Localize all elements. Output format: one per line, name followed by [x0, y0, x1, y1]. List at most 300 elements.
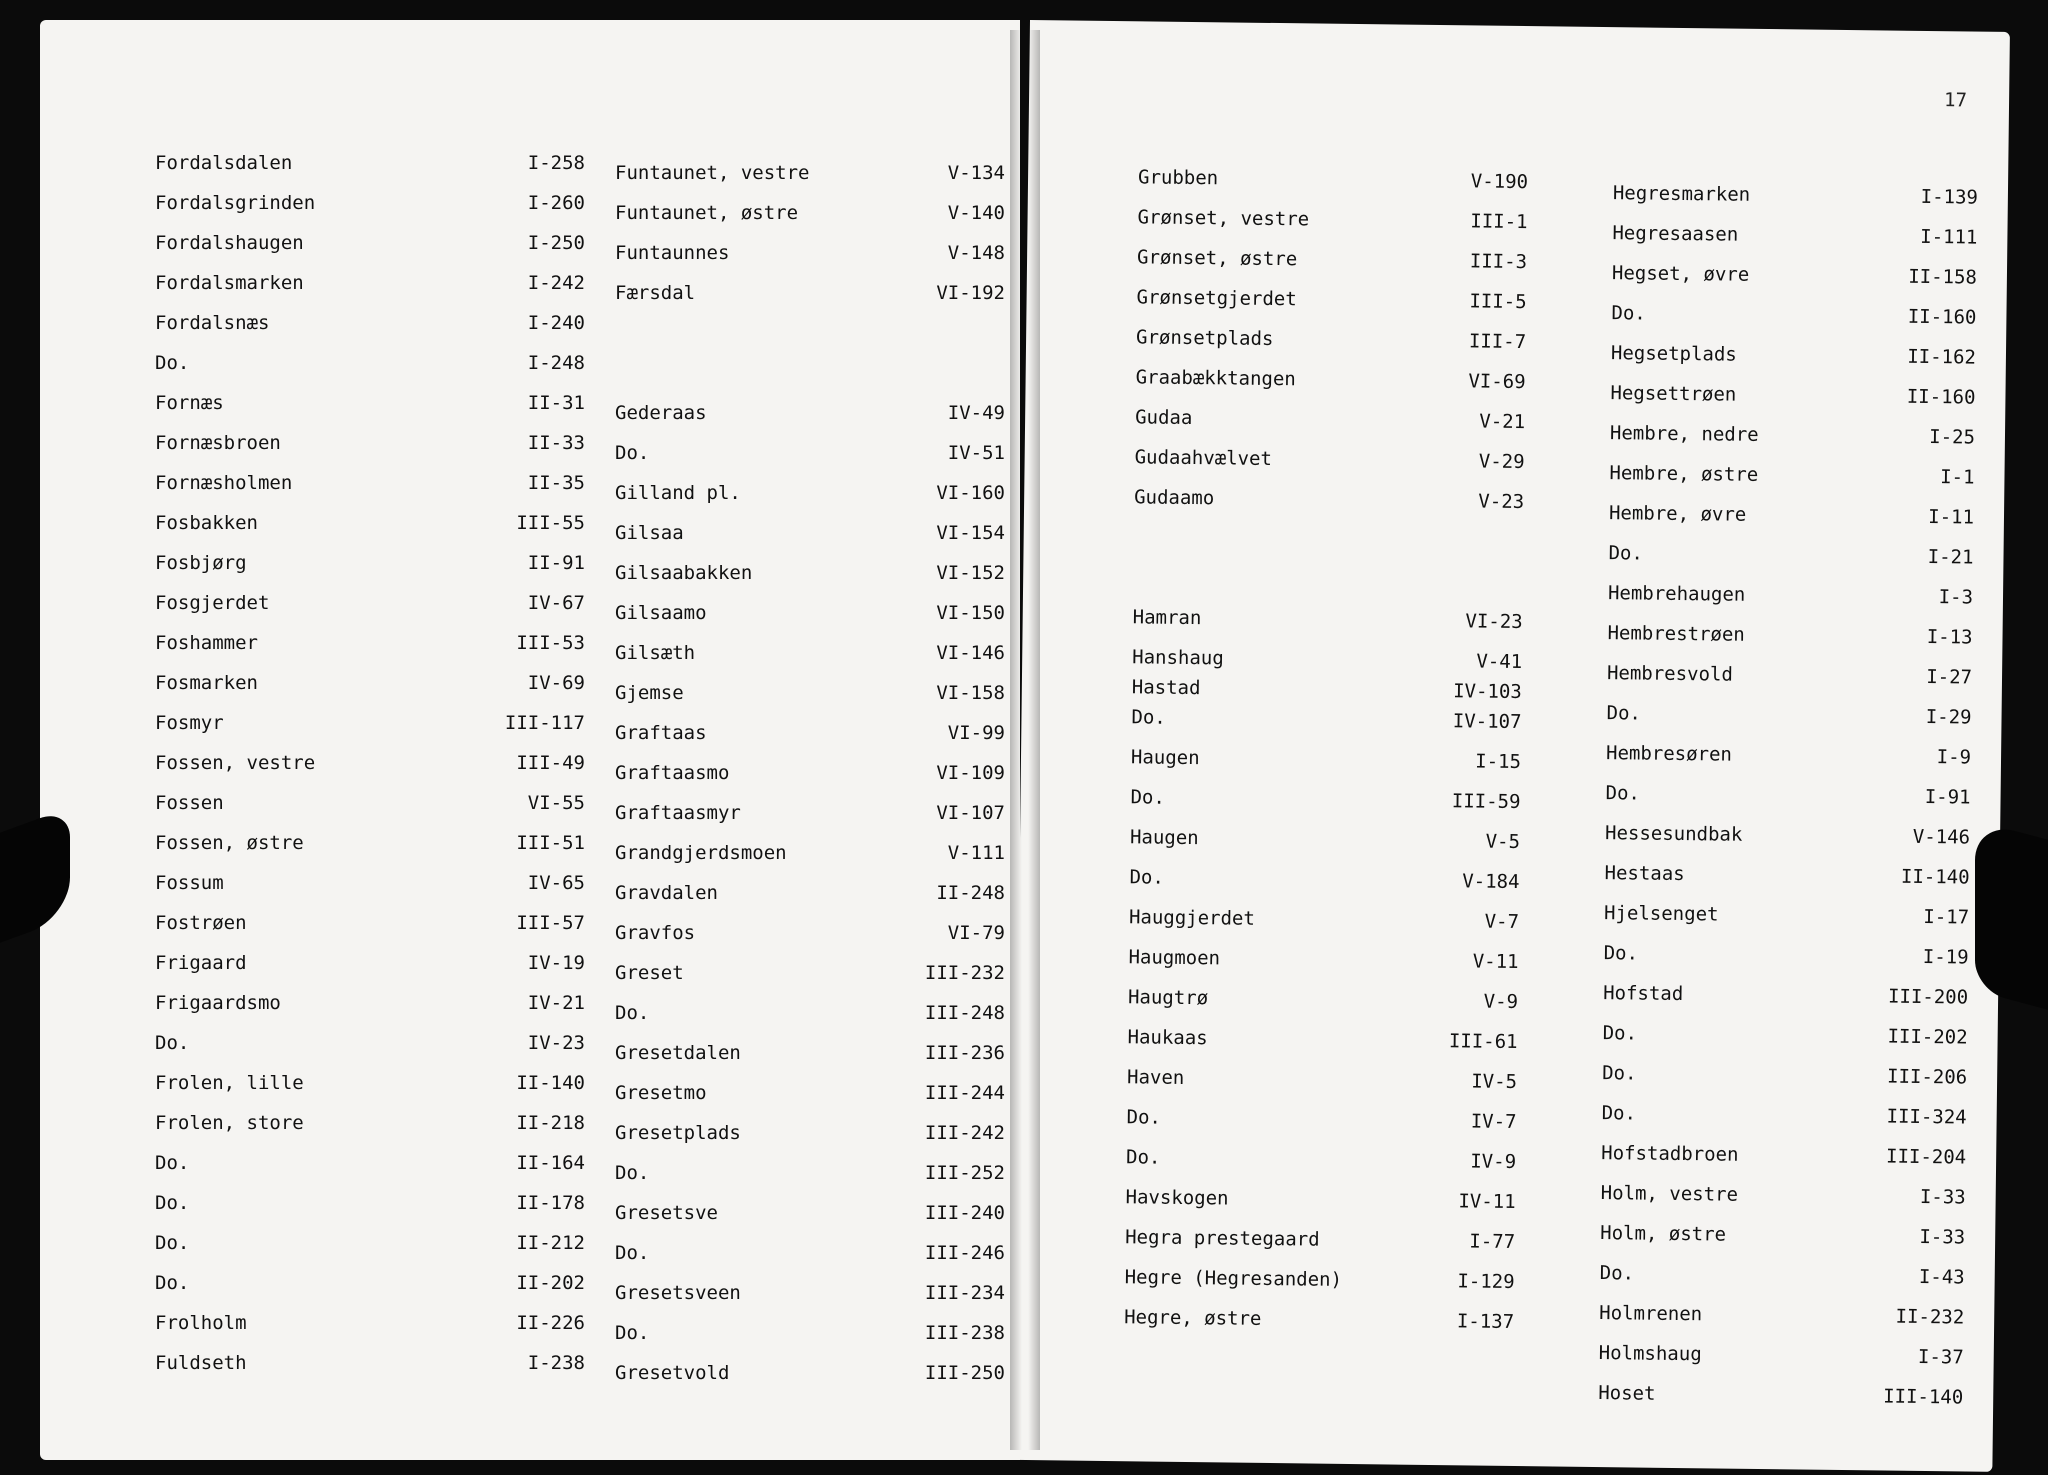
- volume-page-ref: VI-160: [936, 482, 1005, 504]
- index-entry: [155, 512, 585, 544]
- volume-page-ref: I-129: [1457, 1270, 1515, 1294]
- place-name: Færsdal: [615, 282, 696, 304]
- place-name: Hembre, østre: [1609, 462, 1759, 486]
- place-name: Fordalsdalen: [155, 152, 293, 174]
- volume-page-ref: III-51: [516, 832, 585, 854]
- index-entry: [1609, 462, 1974, 498]
- index-entry: [615, 762, 1005, 794]
- volume-page-ref: V-23: [1478, 490, 1525, 514]
- place-name: Do.: [1602, 1062, 1637, 1085]
- volume-page-ref: III-232: [924, 962, 1005, 984]
- index-entry: [615, 882, 1005, 914]
- right-page: [1012, 20, 2010, 1472]
- volume-page-ref: V-146: [1912, 825, 1971, 849]
- index-entry: [1602, 1062, 1967, 1098]
- index-entry: [615, 482, 1005, 514]
- volume-page-ref: VI-158: [936, 682, 1005, 704]
- index-entry: [615, 1202, 1005, 1234]
- place-name: Haugen: [1130, 746, 1200, 770]
- index-entry: [1129, 906, 1519, 943]
- volume-page-ref: I-260: [527, 192, 585, 214]
- volume-page-ref: I-238: [527, 1352, 585, 1374]
- index-entry: [155, 272, 585, 304]
- volume-page-ref: II-31: [527, 392, 585, 414]
- index-entry: [1128, 946, 1518, 983]
- place-name: Fosmarken: [155, 672, 258, 694]
- volume-page-ref: III-242: [924, 1122, 1005, 1144]
- index-entry: [155, 1192, 585, 1224]
- place-name: Gudaamo: [1134, 486, 1215, 510]
- index-entry: [155, 1232, 585, 1264]
- index-entry: [1613, 182, 1978, 218]
- volume-page-ref: II-212: [516, 1232, 585, 1254]
- place-name: Do.: [1601, 1102, 1637, 1125]
- place-name: Frolen, lille: [155, 1072, 304, 1094]
- place-name: Gudaahvælvet: [1134, 446, 1273, 470]
- index-entry: [1611, 342, 1976, 378]
- place-name: Grubben: [1137, 166, 1219, 190]
- volume-page-ref: III-206: [1886, 1065, 1968, 1089]
- place-name: Gilland pl.: [615, 482, 741, 504]
- index-entry: [155, 1112, 585, 1144]
- volume-page-ref: V-41: [1476, 650, 1523, 674]
- volume-page-ref: III-252: [924, 1162, 1005, 1184]
- index-entry: [1607, 622, 1972, 658]
- place-name: Gresetsve: [615, 1202, 718, 1224]
- index-entry: [615, 1362, 1005, 1394]
- index-entry: [1604, 862, 1969, 898]
- volume-page-ref: I-111: [1920, 225, 1978, 249]
- place-name: Hegresmarken: [1612, 182, 1751, 206]
- volume-page-ref: V-21: [1479, 410, 1526, 434]
- index-entry: [615, 1242, 1005, 1274]
- place-name: Gresetsveen: [615, 1282, 741, 1304]
- place-name: Funtaunnes: [615, 242, 730, 264]
- place-name: Fostrøen: [155, 912, 247, 934]
- volume-page-ref: I-91: [1924, 785, 1971, 809]
- volume-page-ref: III-202: [1887, 1025, 1968, 1049]
- index-entry: [1135, 366, 1525, 403]
- volume-page-ref: IV-21: [527, 992, 585, 1014]
- volume-page-ref: I-27: [1926, 665, 1973, 689]
- place-name: Grønset, østre: [1136, 246, 1298, 271]
- volume-page-ref: V-190: [1470, 170, 1529, 194]
- index-entry: [1606, 702, 1971, 738]
- index-entry: [615, 1042, 1005, 1074]
- volume-page-ref: II-178: [516, 1192, 585, 1214]
- place-name: Graabækktangen: [1135, 366, 1296, 391]
- volume-page-ref: II-162: [1907, 345, 1977, 369]
- index-entry: [615, 162, 1005, 194]
- book-gutter: [1010, 30, 1040, 1450]
- index-entry: [155, 672, 585, 704]
- volume-page-ref: IV-51: [947, 442, 1005, 464]
- volume-page-ref: III-1: [1470, 210, 1528, 234]
- index-entry: [1128, 986, 1518, 1023]
- volume-page-ref: VI-154: [936, 522, 1005, 544]
- volume-page-ref: II-91: [527, 552, 585, 574]
- place-name: Fordalsmarken: [155, 272, 304, 294]
- place-name: Fordalsnæs: [155, 312, 270, 334]
- index-entry: [1138, 166, 1528, 203]
- place-name: Haukaas: [1127, 1026, 1208, 1050]
- volume-page-ref: VI-152: [936, 562, 1005, 584]
- place-name: Hastad: [1131, 676, 1201, 700]
- volume-page-ref: II-160: [1906, 385, 1976, 409]
- volume-page-ref: VI-23: [1465, 610, 1523, 634]
- volume-page-ref: III-240: [924, 1202, 1005, 1224]
- index-entry: [615, 1122, 1005, 1154]
- volume-page-ref: II-35: [527, 472, 585, 494]
- place-name: Hessesundbak: [1604, 822, 1743, 846]
- index-entry: [1612, 222, 1977, 258]
- place-name: Gresetmo: [615, 1082, 707, 1104]
- index-entry: [1606, 742, 1971, 778]
- place-name: Fordalshaugen: [155, 232, 304, 254]
- volume-page-ref: I-33: [1919, 1185, 1966, 1209]
- volume-page-ref: IV-107: [1452, 710, 1522, 734]
- index-entry: [1609, 502, 1974, 538]
- volume-page-ref: VI-99: [947, 722, 1005, 744]
- index-entry: [615, 202, 1005, 234]
- place-name: Graftaas: [615, 722, 707, 744]
- index-entry: [1601, 1102, 1966, 1138]
- place-name: Hegset, øvre: [1611, 262, 1750, 286]
- index-entry: [615, 402, 1005, 434]
- volume-page-ref: III-234: [924, 1282, 1005, 1304]
- place-name: Fossen, vestre: [155, 752, 316, 774]
- volume-page-ref: VI-107: [936, 802, 1005, 824]
- place-name: Frigaardsmo: [155, 992, 281, 1014]
- place-name: Haugen: [1129, 826, 1199, 850]
- volume-page-ref: I-19: [1922, 945, 1969, 969]
- index-entry: [615, 1082, 1005, 1114]
- index-entry: [1610, 422, 1975, 458]
- volume-page-ref: I-3: [1938, 586, 1974, 609]
- index-entry: [155, 232, 585, 264]
- volume-page-ref: II-158: [1908, 265, 1978, 289]
- index-entry: [1131, 746, 1521, 783]
- index-entry: [155, 832, 585, 864]
- volume-page-ref: I-242: [527, 272, 585, 294]
- index-entry: [1612, 262, 1977, 298]
- volume-page-ref: III-200: [1887, 985, 1969, 1009]
- place-name: Frolholm: [155, 1312, 247, 1334]
- index-entry: [1608, 542, 1973, 578]
- index-entry: [615, 442, 1005, 474]
- index-entry: [1602, 1022, 1967, 1058]
- volume-page-ref: V-148: [947, 242, 1005, 264]
- index-entry: [1599, 1342, 1964, 1378]
- place-name: Do.: [1126, 1106, 1162, 1129]
- place-name: Fornæsbroen: [155, 432, 281, 454]
- index-entry: [155, 312, 585, 344]
- index-entry: [155, 192, 585, 224]
- volume-page-ref: IV-7: [1470, 1110, 1517, 1134]
- index-entry: [1601, 1142, 1966, 1178]
- index-entry: [1132, 606, 1522, 643]
- volume-page-ref: IV-9: [1470, 1150, 1517, 1174]
- index-entry: [615, 642, 1005, 674]
- place-name: Hembre, øvre: [1608, 502, 1747, 526]
- place-name: Do.: [615, 1242, 650, 1264]
- index-entry: [615, 562, 1005, 594]
- index-entry: [615, 242, 1005, 274]
- index-entry: [155, 1312, 585, 1344]
- volume-page-ref: III-61: [1448, 1030, 1518, 1054]
- volume-page-ref: V-140: [947, 202, 1005, 224]
- volume-page-ref: VI-150: [936, 602, 1005, 624]
- index-entry: [615, 682, 1005, 714]
- volume-page-ref: IV-65: [527, 872, 585, 894]
- index-entry: [155, 872, 585, 904]
- volume-page-ref: IV-11: [1458, 1190, 1516, 1214]
- index-entry: [1125, 1226, 1515, 1263]
- volume-page-ref: III-59: [1451, 790, 1521, 814]
- volume-page-ref: I-248: [527, 352, 585, 374]
- place-name: Grønsetgjerdet: [1136, 286, 1297, 311]
- index-entry: [1603, 942, 1968, 978]
- volume-page-ref: VI-69: [1468, 370, 1526, 394]
- place-name: Fuldseth: [155, 1352, 247, 1374]
- volume-page-ref: III-244: [924, 1082, 1005, 1104]
- place-name: Holmshaug: [1598, 1342, 1702, 1366]
- index-entry: [1611, 302, 1976, 338]
- volume-page-ref: III-7: [1468, 330, 1527, 354]
- volume-page-ref: I-17: [1923, 905, 1970, 929]
- place-name: Do.: [1130, 786, 1165, 809]
- index-entry: [155, 632, 585, 664]
- place-name: Do.: [1129, 866, 1164, 889]
- index-entry: [155, 552, 585, 584]
- volume-page-ref: V-11: [1472, 950, 1519, 974]
- index-entry: [155, 752, 585, 784]
- place-name: Hembresvold: [1606, 662, 1734, 686]
- index-entry: [615, 802, 1005, 834]
- place-name: Gilsaa: [615, 522, 684, 544]
- volume-page-ref: II-164: [516, 1152, 585, 1174]
- place-name: Fossum: [155, 872, 224, 894]
- place-name: Do.: [615, 1322, 650, 1344]
- volume-page-ref: V-184: [1462, 870, 1520, 894]
- place-name: Grønsetplads: [1135, 326, 1274, 350]
- index-entry: [1126, 1146, 1516, 1183]
- place-name: Fordalsgrinden: [155, 192, 316, 214]
- index-entry: [1131, 706, 1521, 743]
- index-entry: [1600, 1182, 1965, 1218]
- volume-page-ref: III-3: [1469, 250, 1528, 274]
- volume-page-ref: I-137: [1456, 1310, 1515, 1334]
- index-entry: [1125, 1186, 1515, 1223]
- index-entry: [1604, 902, 1969, 938]
- index-entry: [615, 722, 1005, 754]
- left-page: [40, 20, 1020, 1460]
- volume-page-ref: I-250: [527, 232, 585, 254]
- volume-page-ref: III-49: [516, 752, 585, 774]
- volume-page-ref: II-248: [936, 882, 1005, 904]
- volume-page-ref: I-258: [527, 152, 585, 174]
- place-name: Gresetvold: [615, 1362, 730, 1384]
- volume-page-ref: IV-67: [527, 592, 585, 614]
- right-column-1: [1124, 21, 1530, 1334]
- index-entry: [615, 922, 1005, 954]
- index-entry: [1124, 1266, 1514, 1303]
- volume-page-ref: III-5: [1469, 290, 1527, 314]
- place-name: Do.: [1611, 302, 1646, 325]
- volume-page-ref: V-111: [947, 842, 1005, 864]
- place-name: Gudaa: [1135, 406, 1193, 430]
- place-name: Do.: [155, 1032, 190, 1054]
- place-name: Do.: [155, 1272, 190, 1294]
- index-entry: [615, 962, 1005, 994]
- volume-page-ref: III-57: [516, 912, 585, 934]
- index-entry: [1135, 406, 1525, 443]
- place-name: Gravfos: [615, 922, 696, 944]
- place-name: Gresetplads: [615, 1122, 741, 1144]
- index-entry: [155, 1352, 585, 1384]
- index-entry: [1134, 486, 1524, 523]
- index-entry: [615, 602, 1005, 634]
- place-name: Do.: [155, 1192, 190, 1214]
- place-name: Hegre (Hegresanden): [1124, 1266, 1343, 1291]
- volume-page-ref: IV-69: [527, 672, 585, 694]
- volume-page-ref: IV-103: [1453, 680, 1522, 704]
- index-entry: [1127, 1066, 1517, 1103]
- index-entry: [155, 472, 585, 504]
- volume-page-ref: II-218: [516, 1112, 585, 1134]
- volume-page-ref: II-160: [1907, 305, 1977, 329]
- volume-page-ref: IV-23: [527, 1032, 585, 1054]
- place-name: Frigaard: [155, 952, 247, 974]
- volume-page-ref: IV-5: [1471, 1070, 1518, 1094]
- volume-page-ref: III-324: [1886, 1105, 1967, 1129]
- place-name: Hegsetplads: [1610, 342, 1737, 366]
- place-name: Fosbakken: [155, 512, 258, 534]
- index-entry: [1599, 1302, 1964, 1338]
- place-name: Do.: [155, 352, 190, 374]
- index-entry: [155, 152, 585, 184]
- volume-page-ref: III-246: [924, 1242, 1005, 1264]
- index-entry: [615, 1282, 1005, 1314]
- volume-page-ref: I-15: [1475, 750, 1522, 774]
- volume-page-ref: I-43: [1918, 1265, 1965, 1289]
- place-name: Greset: [615, 962, 684, 984]
- place-name: Hjelsenget: [1603, 902, 1719, 926]
- volume-page-ref: III-140: [1883, 1385, 1964, 1409]
- place-name: Fossen: [155, 792, 224, 814]
- index-entry: [155, 1272, 585, 1304]
- place-name: Haugtrø: [1127, 986, 1209, 1010]
- place-name: Hembrehaugen: [1607, 582, 1746, 606]
- volume-page-ref: I-77: [1469, 1230, 1516, 1254]
- index-entry: [1600, 1222, 1965, 1258]
- volume-page-ref: V-9: [1483, 990, 1519, 1014]
- place-name: Foshammer: [155, 632, 258, 654]
- index-entry: [155, 792, 585, 824]
- index-entry: [155, 1152, 585, 1184]
- place-name: Do.: [1605, 782, 1641, 805]
- place-name: Hembrestrøen: [1607, 622, 1745, 646]
- place-name: Fosgjerdet: [155, 592, 270, 614]
- place-name: Fosbjørg: [155, 552, 247, 574]
- index-entry: [1603, 982, 1968, 1018]
- place-name: Gravdalen: [615, 882, 718, 904]
- volume-page-ref: III-238: [924, 1322, 1005, 1344]
- place-name: Hegresaasen: [1612, 222, 1739, 246]
- place-name: Hegre, østre: [1124, 1306, 1262, 1330]
- index-entry: [155, 992, 585, 1024]
- index-entry: [1605, 782, 1970, 818]
- volume-page-ref: I-13: [1926, 626, 1973, 649]
- volume-page-ref: VI-192: [936, 282, 1005, 304]
- place-name: Hegsettrøen: [1610, 382, 1737, 406]
- volume-page-ref: III-236: [924, 1042, 1005, 1064]
- volume-page-ref: I-25: [1929, 426, 1976, 449]
- place-name: Haven: [1126, 1066, 1185, 1089]
- volume-page-ref: V-5: [1485, 830, 1521, 854]
- index-entry: [155, 712, 585, 744]
- volume-page-ref: I-21: [1927, 546, 1974, 569]
- place-name: Holm, østre: [1600, 1222, 1727, 1246]
- place-name: Do.: [1125, 1146, 1161, 1169]
- place-name: Hembre, nedre: [1609, 422, 1759, 446]
- volume-page-ref: III-117: [504, 712, 585, 734]
- index-entry: [1136, 326, 1526, 363]
- index-entry: [1124, 1306, 1514, 1343]
- index-entry: [615, 282, 1005, 314]
- index-entry: [615, 842, 1005, 874]
- place-name: Do.: [155, 1152, 190, 1174]
- place-name: Fosmyr: [155, 712, 224, 734]
- place-name: Fornæs: [155, 392, 224, 414]
- place-name: Do.: [615, 442, 650, 464]
- index-entry: [1598, 1382, 1963, 1418]
- index-entry: [1607, 662, 1972, 698]
- volume-page-ref: II-202: [516, 1272, 585, 1294]
- place-name: Hoset: [1598, 1382, 1656, 1405]
- index-entry: [155, 912, 585, 944]
- volume-page-ref: I-240: [527, 312, 585, 334]
- place-name: Gederaas: [615, 402, 707, 424]
- index-entry: [155, 1032, 585, 1064]
- place-name: Haugmoen: [1128, 946, 1221, 970]
- place-name: Gilsæth: [615, 642, 696, 664]
- index-entry: [615, 1002, 1005, 1034]
- place-name: Do.: [1599, 1262, 1635, 1285]
- volume-page-ref: VI-55: [527, 792, 585, 814]
- right-binder-clip: [1975, 820, 2048, 1010]
- index-entry: [1126, 1106, 1516, 1143]
- index-entry: [1137, 246, 1527, 283]
- place-name: Do.: [615, 1002, 650, 1024]
- index-entry: [155, 952, 585, 984]
- place-name: Graftaasmo: [615, 762, 730, 784]
- volume-page-ref: VI-109: [936, 762, 1005, 784]
- place-name: Do.: [615, 1162, 650, 1184]
- index-entry: [615, 522, 1005, 554]
- volume-page-ref: II-140: [1900, 865, 1970, 889]
- place-name: Holm, vestre: [1600, 1182, 1739, 1206]
- volume-page-ref: I-11: [1928, 506, 1975, 529]
- place-name: Hegra prestegaard: [1125, 1226, 1320, 1251]
- index-entry: [1130, 826, 1520, 863]
- index-entry: [1134, 446, 1524, 483]
- volume-page-ref: III-55: [516, 512, 585, 534]
- place-name: Fornæsholmen: [155, 472, 293, 494]
- volume-page-ref: I-1: [1940, 466, 1975, 489]
- index-entry: [1136, 286, 1526, 323]
- index-entry: [1130, 786, 1520, 823]
